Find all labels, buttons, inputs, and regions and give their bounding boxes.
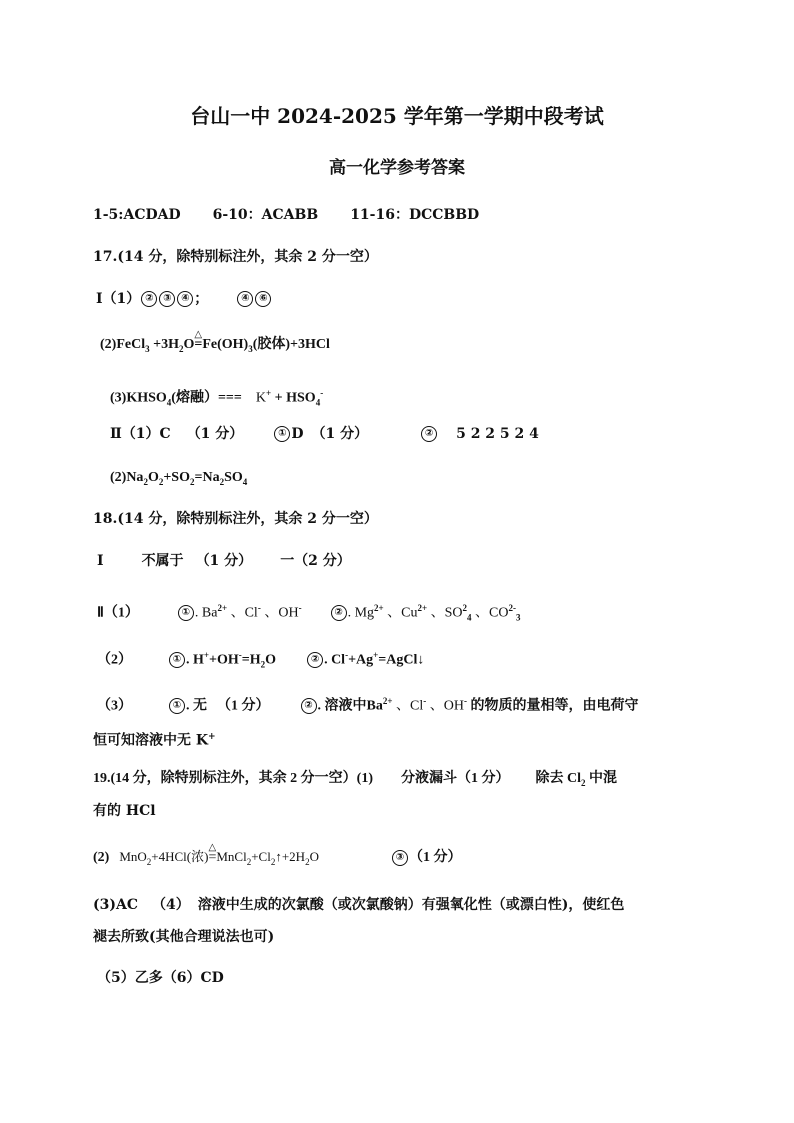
q19-line5: 褪去所致(其他合理说法也可) [93, 929, 275, 945]
circled-4: ④ [177, 291, 193, 307]
heat-symbol-2: △ [208, 842, 217, 853]
circled-2: ② [141, 291, 157, 307]
q19-line3: (2) MnO$_2$+4HCl(浓) △ $=MnCl_2+Cl_2↑+2H_2O$ ③ （1 分） [93, 847, 461, 872]
circled-1: ① [274, 426, 290, 442]
q18-line3: （2） ① . $H^++OH^-=H_2O$ ② . Cl-+Ag+=AgCl↓ [97, 650, 425, 670]
heat-symbol: △ [194, 329, 203, 340]
q18-line2: Ⅱ（1） ① . $Ba^{2+}$ 、Cl- 、OH- ② . $Mg^{2+}$ 、$Cu^{2+}$ 、$SO^2_4$ 、$CO^{2-}_3$ [97, 603, 521, 623]
circled-4b: ④ [237, 291, 253, 307]
q19-line1: 19.(14 分，除特别标注外，其余 2 分一空）(1) 分液漏斗（1 分） 除去 $Cl_2$ 中混 [93, 771, 617, 788]
q19-line6: （5）乙多（6）CD [97, 970, 224, 986]
mc-11-16: 11-16：DCCBBD [350, 207, 480, 223]
q17-line5: $(2)Na_2O_2+SO_2=Na_2SO_4$ [110, 470, 248, 487]
circled-2: ② [331, 605, 347, 621]
q18-line4: （3） ① . 无 （1 分） ② . 溶液中$Ba^{2+}$ 、Cl- 、OH- 的物质的量相等，由电荷守 [97, 696, 639, 714]
q17-line1 [96, 289, 272, 309]
mc-6-10: 6-10：ACABB [212, 207, 319, 223]
q17-line2: (2)FeCl$_3$ $+3H_2O$ △ $=Fe(OH)_3$(胶体)+3HCl [100, 335, 330, 359]
q17-line3: $(3)KHSO_4$(熔融）=== $K^+ + HSO_4^-$ [110, 388, 324, 408]
q18-header: 18.(14 分，除特别标注外，其余 2 分一空） [93, 511, 378, 527]
q19-line4: (3)AC （4） 溶液中生成的次氯酸（或次氯酸钠）有强氧化性（或漂白性)，使红色 [93, 897, 625, 913]
circled-3: ③ [159, 291, 175, 307]
q17-header: 17.(14 分，除特别标注外，其余 2 分一空） [93, 249, 378, 265]
q17-line4: Ⅱ（1）C （1 分） ① D （1 分） ② 5 2 2 5 2 4 [110, 426, 539, 442]
mc-answers [93, 205, 479, 225]
q19-line2: 有的 HCl [93, 803, 156, 819]
circled-1c: ① [169, 698, 185, 714]
mc-1-5: 1-5:ACDAD [93, 207, 181, 223]
circled-1b: ① [169, 652, 185, 668]
circled-2b: ② [421, 426, 437, 442]
page-subtitle: 高一化学参考答案 [329, 158, 465, 178]
circled-2c: ② [307, 652, 323, 668]
circled-6: ⑥ [255, 291, 271, 307]
circled-2d: ② [301, 698, 317, 714]
q17-l1-sep: ； [194, 291, 209, 307]
q18-line1: Ⅰ 不属于 （1 分） 一（2 分） [97, 553, 351, 569]
page-title: 台山一中 2024-2025 学年第一学期中段考试 [190, 104, 604, 128]
circled-1: ① [178, 605, 194, 621]
q18-line5: 恒可知溶液中无 K+ [93, 732, 216, 749]
q17-l1-prefix: Ⅰ（1） [96, 291, 141, 307]
circled-3: ③ [392, 850, 408, 866]
